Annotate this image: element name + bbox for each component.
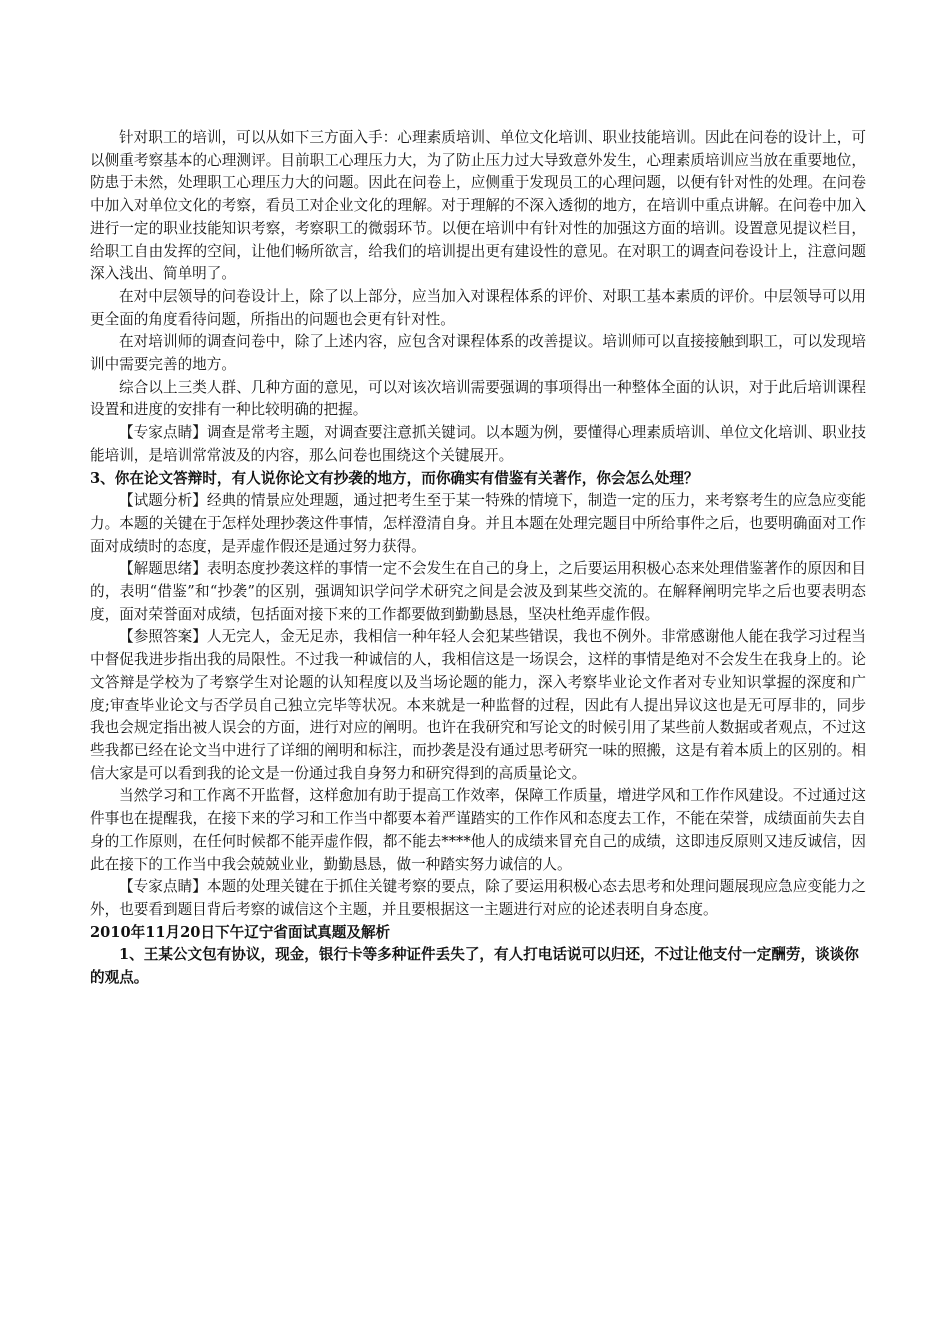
paragraph-supervision: 当然学习和工作离不开监督，这样愈加有助于提高工作效率，保障工作质量，增进学风和工作作风建设。不过通过这件事也在提醒我，在接下来的学习和工作当中都要本着严谨踏实的工作作风和态度去工作，不能在荣誉，成绩面前失去自身的工作原则，在任何时候都不能弄虚作假，都不能去****他人的成绩来冒充自己的成绩，这即违反原则又违反诚信，因此在接下的工作当中我会兢兢业业，勤勤恳恳，做一种踏实努力诚信的人。	[90, 787, 866, 873]
paragraph-solution-approach: 【解题思绪】表明态度抄袭这样的事情一定不会发生在自己的身上，之后要运用积极心态来处理借鉴著作的原因和目的，表明“借鉴”和“抄袭”的区别，强调知识学问学术研究之间是会波及到某些交流的。在解释阐明完毕之后也要表明态度，面对荣誉面对成绩，包括面对接下来的工作都要做到勤勤恳恳，坚决杜绝弄虚作假。	[90, 560, 866, 623]
question-heading-3: 3、你在论文答辩时，有人说你论文有抄袭的地方，而你确实有借鉴有关著作，你会怎么处理？	[90, 469, 699, 487]
paragraph-summary: 综合以上三类人群、几种方面的意见，可以对该次培训需要强调的事项得出一种整体全面的认识，对于此后培训课程设置和进度的安排有一种比较明确的把握。	[90, 378, 866, 419]
section-heading-liaoning: 2010年11月20日下午辽宁省面试真题及解析	[90, 923, 391, 941]
question-heading-1: 1、王某公文包有协议，现金，银行卡等多种证件丢失了，有人打电话说可以归还，不过让他支付一定酬劳，谈谈你的观点。	[90, 946, 859, 987]
paragraph-employee-training: 针对职工的培训，可以从如下三方面入手：心理素质培训、单位文化培训、职业技能培训。因此在问卷的设计上，可以侧重考察基本的心理测评。目前职工心理压力大，为了防止压力过大导致意外发生，心理素质培训应当放在重要地位，防患于未然，处理职工心理压力大的问题。因此在问卷上，应侧重于发现员工的心理问题，以便有针对性的处理。在问卷中加入对单位文化的考察，看员工对企业文化的理解。对于理解的不深入透彻的地方，在培训中重点讲解。在问卷中加入进行一定的职业技能知识考察，考察职工的微弱环节。以便在培训中有针对性的加强这方面的培训。设置意见提议栏目，给职工自由发挥的空间，让他们畅所欲言，给我们的培训提出更有建设性的意见。在对职工的调查问卷设计上，注意问题深入浅出、简单明了。	[90, 129, 866, 283]
paragraph-expert-tip-1: 【专家点睛】调查是常考主题，对调查要注意抓关键词。以本题为例，要懂得心理素质培训、单位文化培训、职业技能培训，是培训常常波及的内容，那么问卷也围绕这个关键展开。	[90, 424, 866, 464]
paragraph-expert-tip-2: 【专家点睛】本题的处理关键在于抓住关键考察的要点，除了要运用积极心态去思考和处理问题展现应急应变能力之外，也要看到题目背后考察的诚信这个主题，并且要根据这一主题进行对应的论述表明自身态度。	[90, 878, 866, 918]
paragraph-trainers: 在对培训师的调查问卷中，除了上述内容，应包含对课程体系的改善提议。培训师可以直接接触到职工，可以发现培训中需要完善的地方。	[90, 333, 866, 374]
paragraph-reference-answer: 【参照答案】人无完人，金无足赤，我相信一种年轻人会犯某些错误，我也不例外。非常感谢他人能在我学习过程当中督促我进步指出我的局限性。不过我一种诚信的人，我相信这是一场误会，这样的事情是绝对不会发生在我身上的。论文答辩是学校为了考察学生对论题的认知程度以及当场论题的能力，深入考察毕业论文作者对专业知识掌握的深度和广度;审查毕业论文与否学员自己独立完毕等状况。本来就是一种监督的过程，因此有人提出异议这也是无可厚非的，同步我也会规定指出被人误会的方面，进行对应的阐明。也许在我研究和写论文的时候引用了某些前人数据或者观点，不过这些我都已经在论文当中进行了详细的阐明和标注，而抄袭是没有通过思考研究一味的照搬，这是有着本质上的区别的。相信大家是可以看到我的论文是一份通过我自身努力和研究得到的高质量论文。	[90, 628, 866, 782]
paragraph-question-analysis: 【试题分析】经典的情景应处理题，通过把考生至于某一特殊的情境下，制造一定的压力，来考察考生的应急应变能力。本题的关键在于怎样处理抄袭这件事情，怎样澄清自身。并且本题在处理完题目中所给事件之后，也要明确面对工作面对成绩时的态度，是弄虚作假还是通过努力获得。	[90, 492, 866, 555]
paragraph-middle-managers: 在对中层领导的问卷设计上，除了以上部分，应当加入对课程体系的评价、对职工基本素质的评价。中层领导可以用更全面的角度看待问题，所指出的问题也会更有针对性。	[90, 287, 866, 328]
document-page	[90, 127, 866, 990]
